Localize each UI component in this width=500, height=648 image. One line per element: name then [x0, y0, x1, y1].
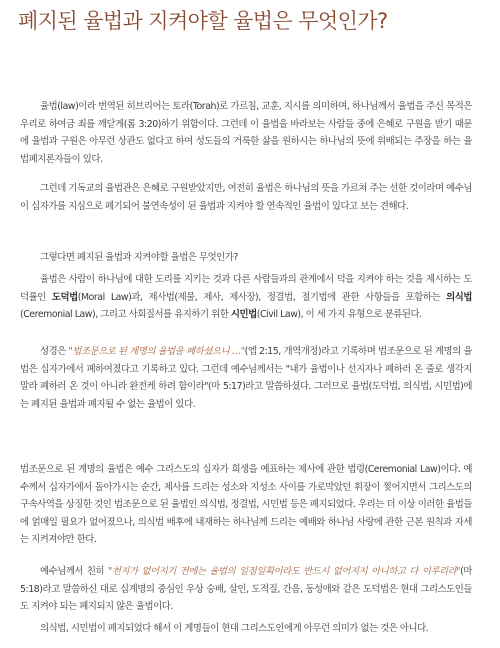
paragraph-jesus-words: 예수님께서 친히 "천지가 없어지기 전에는 율법의 일점일획이라도 반드시 없어지지 아니하고 다 이루리라"(마 5:18)라고 말씀하신 대로 십계명의 중심인 우상 숭배, 살인, 도적질, 간음, 동성애와 같은 도덕법은 현대 그리스도인들도 지켜야 되는 폐지되지 않은 율법이다.	[20, 566, 472, 613]
scripture-quote: "법조문으로 된 계명의 율법을 폐하셨으니 …"	[68, 346, 245, 357]
paragraph-christian-view: 그런데 기독교의 율법관은 은혜로 구원받았지만, 여전히 율법은 하나님의 뜻을 가르쳐 주는 선한 것이라며 예수님이 십자가를 지심으로 폐기되어 불연속성이 된 율법과 지켜야 할 연속적인 율법이 있다고 보는 견해다.	[20, 183, 472, 212]
paragraph-scripture: 성경은 "법조문으로 된 계명의 율법을 폐하셨으니 …"(엡 2:15, 개역개정)라고 기록하며 법조문으로 된 계명의 율법은 십자가에서 폐하여졌다고 기록하고 있다. 그런데 예수님께서는 "내가 율법이나 선지자나 폐하러 온 줄로 생각지 말라 폐하러 온 것이 아니라 완전케 하려 함이라"(마 5:17)라고 말씀하셨다. 그러므로 율법(도덕법, 의식법, 시민법)에는 폐지된 율법과 폐지될 수 없는 율법이 있다.	[20, 346, 472, 410]
paragraph-law-types: 율법은 사람이 하나님에 대한 도리를 지키는 것과 다른 사람들과의 관계에서 덕을 지켜야 하는 것을 제시하는 도덕률인 도덕법(Moral Law)과, 제사법(제물, 제사, 제사장), 정결법, 절기법에 관한 사항들을 포함하는 의식법(Ceremonial Law), 그리고 사회질서를 유지하기 위한 시민법(Civil Law), 이 세 가지 유형으로 분류된다.	[20, 274, 472, 321]
paragraph-ceremonial-law: 법조문으로 된 계명의 율법은 예수 그리스도의 십자가 희생을 예표하는 제사에 관한 법령(Ceremonial Law)이다. 예수께서 십자가에서 돌아가시는 순간, 제사를 드리는 성소와 지성소 사이를 가로막았던 휘장이 찢어지면서 그리스도의 구속사역을 상징한 것인 법조문으로 된 율법인 의식법, 정결법, 시민법 등은 폐지되었다. 우리는 더 이상 이러한 율법들에 얽매일 필요가 없어졌으나, 의식법 배후에 내재하는 하나님께 드리는 예배와 하나님 사랑에 관한 근본 원칙과 자세는 지켜져야만 한다.	[20, 464, 472, 546]
paragraph-question: 그렇다면 폐지된 율법과 지켜야할 율법은 무엇인가?	[40, 252, 238, 263]
ceremonial-law-term: 의식법	[446, 291, 472, 303]
paragraph-law-definition: 율법(law)이라 번역된 히브리어는 토라(Torah)로 가르침, 교훈, 지시를 의미하며, 하나님께서 율법을 주신 목적은 우리로 하여금 죄를 깨닫게(롬 3:20)하기 위함이다. 그런데 이 율법을 바라보는 사람들 중에 은혜로 구원을 받기 때문에 율법과 구원은 아무런 상관도 없다고 하여 성도들의 거룩한 삶을 원하시는 하나님의 뜻에 위배되는 주장을 하는 율법폐지론자들이 있다.	[20, 101, 472, 165]
moral-law-term: 도덕법	[51, 291, 78, 303]
page-title: 폐지된 율법과 지켜야할 율법은 무엇인가?	[18, 9, 388, 33]
civil-law-term: 시민법	[230, 309, 257, 321]
jesus-quote: "천지가 없어지기 전에는 율법의 일점일획이라도 반드시 없어지지 아니하고 다 이루리라"	[107, 566, 461, 577]
paragraph-conclusion: 의식법, 시민법이 폐지되었다 해서 이 계명들이 현대 그리스도인에게 아무런 의미가 없는 것은 아니다.	[40, 623, 429, 634]
